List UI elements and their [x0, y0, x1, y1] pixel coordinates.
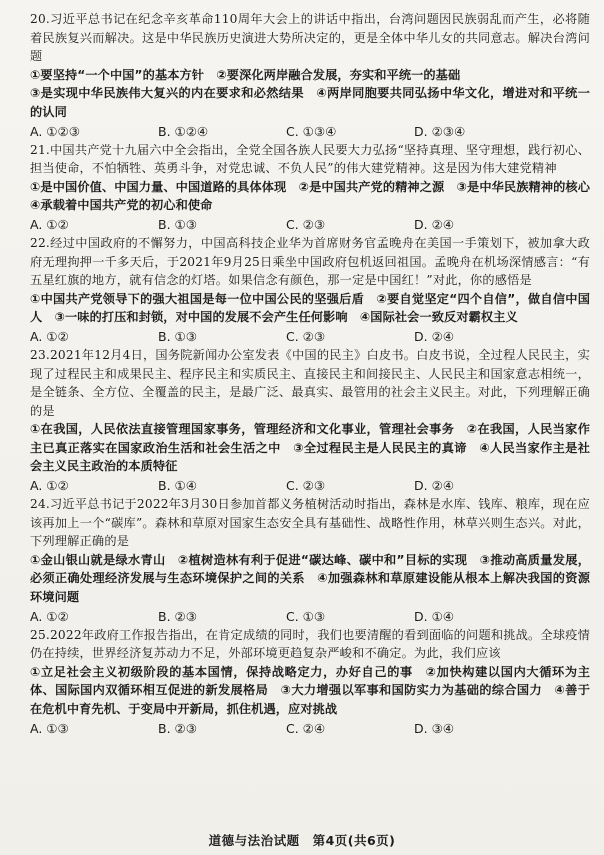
choice-d: D. ③④: [414, 720, 454, 736]
choice-b: B. ②③: [158, 608, 197, 624]
option-line: ①中国共产党领导下的强大祖国是每一位中国公民的坚强后盾 ②要自觉坚定“四个自信”，做自信中国人 ③一味的打压和封锁，对中国的发展不会产生任何影响 ④国际社会一致反对霸权主义: [30, 291, 590, 325]
choice-d: D. ②④: [414, 478, 454, 494]
questions-list: [30, 10, 603, 738]
option-line: ①是中国价值、中国力量、中国道路的具体体现 ②是中国共产党的精神之源 ③是中华民族精神的核心 ④承载着中国共产党的初心和使命: [30, 179, 603, 213]
option-line: ①在我国，人民依法直接管理国家事务，管理经济和文化事业，管理社会事务 ②在我国，人民当家作主已真正落实在国家政治生活和社会生活之中 ③全过程民主是人民民主的真谛 ④人民当家作主是社会主义民主政治的本质特征: [30, 422, 590, 474]
question-stem: 24.习近平总书记于2022年3月30日参加首都义务植树活动时指出，森林是水库、钱库、粮库，现在应该再加上一个“碳库”。森林和草原对国家生态安全具有基础性、战略性作用，林草兴则生态兴。对此，下列理解正确的是: [30, 497, 590, 549]
answer-choices: [30, 327, 590, 346]
choice-c: C. ②④: [286, 720, 326, 736]
question-stem: 23.2021年12月4日，国务院新闻办公室发表《中国的民主》白皮书。白皮书说，全过程人民民主，实现了过程民主和成果民主、程序民主和实质民主、直接民主和间接民主、人民民主和国家意志相统一，是全链条、全方位、全覆盖的民主，是最广泛、最真实、最管用的社会主义民主。对此，下列理解正确的是: [30, 347, 590, 418]
answer-choices: [30, 122, 590, 141]
choice-d: D. ②④: [414, 328, 454, 344]
question-25: [30, 626, 590, 738]
question-24: [30, 495, 590, 626]
option-line: ③是实现中华民族伟大复兴的内在要求和必然结果 ④两岸同胞要共同弘扬中华文化，增进对和平统一的认同: [30, 86, 590, 119]
choice-b: B. ②③: [158, 720, 197, 736]
choice-a: A. ①②: [30, 608, 69, 624]
question-22: [30, 234, 590, 346]
answer-choices: [30, 215, 590, 234]
question-stem: 22.经过中国政府的不懈努力，中国高科技企业华为首席财务官孟晚舟在美国一手策划下，被加拿大政府无理拘押一千多天后，于2021年9月25日乘坐中国政府包机返回祖国。孟晚舟在机场深情感言：“有五星红旗的地方，就有信念的灯塔。如果信念有颜色，那一定是中国红！”对此，你的感悟是: [30, 235, 590, 288]
question-23: [30, 346, 590, 495]
choice-d: D. ②③④: [414, 123, 466, 139]
choice-b: B. ①③: [158, 216, 197, 232]
option-line: ①立足社会主义初级阶段的基本国情，保持战略定力，办好自己的事 ②加快构建以国内大循环为主体、国际国内双循环相互促进的新发展格局 ③大力增强以军事和国防实力为基础的综合国力 ④善于在危机中育先机、于变局中开新局，抓住机遇，应对挑战: [30, 664, 590, 716]
choice-d: D. ①④: [414, 608, 454, 624]
question-stem: 21.中国共产党十九届六中全会指出，全党全国各族人民要大力弘扬“坚持真理、坚守理想，践行初心、担当使命，不怕牺牲、英勇斗争，对党忠诚、不负人民”的伟大建党精神。这是因为伟大建党精神: [30, 142, 590, 176]
choice-c: C. ①③: [286, 608, 326, 624]
choice-a: A. ①②: [30, 328, 69, 344]
choice-a: A. ①③: [30, 720, 69, 736]
choice-a: A. ①②: [30, 216, 69, 232]
option-line: ①金山银山就是绿水青山 ②植树造林有利于促进“碳达峰、碳中和”目标的实现 ③推动高质量发展，必须正确处理经济发展与生态环境保护之间的关系 ④加强森林和草原建设能从根本上解决我国的资源环境问题: [30, 552, 590, 605]
question-20: [30, 10, 590, 141]
answer-choices: [30, 607, 590, 626]
choice-c: C. ②③: [286, 478, 326, 494]
answer-choices: [30, 719, 590, 738]
choice-b: B. ①④: [158, 478, 197, 494]
answer-choices: [30, 476, 590, 495]
choice-a: A. ①②③: [30, 123, 80, 139]
question-stem: 20.习近平总书记在纪念辛亥革命110周年大会上的讲话中指出，台湾问题因民族弱乱而产生，必将随着民族复兴而解决。这是中华民族历史演进大势所决定的，更是全体中华儿女的共同意志。解决台湾问题: [30, 12, 590, 64]
option-line: ①要坚持“一个中国”的基本方针 ②要深化两岸融合发展，夯实和平统一的基础: [30, 67, 461, 82]
choice-a: A. ①②: [30, 478, 69, 494]
choice-b: B. ①③: [158, 328, 197, 344]
question-stem: 25.2022年政府工作报告指出，在肯定成绩的同时，我们也要清醒的看到面临的问题和挑战。全球疫情仍在持续，世界经济复苏动力不足，外部环境更趋复杂严峻和不确定。为此，我们应该: [30, 627, 590, 661]
choice-c: C. ②③: [286, 328, 326, 344]
choice-b: B. ①②④: [158, 123, 209, 139]
page-footer: 道德与法治试题 第4页(共6页): [208, 833, 396, 848]
choice-c: C. ①③④: [286, 123, 337, 139]
question-21: [30, 141, 603, 234]
choice-c: C. ②③: [286, 216, 326, 232]
choice-d: D. ②④: [414, 216, 454, 232]
